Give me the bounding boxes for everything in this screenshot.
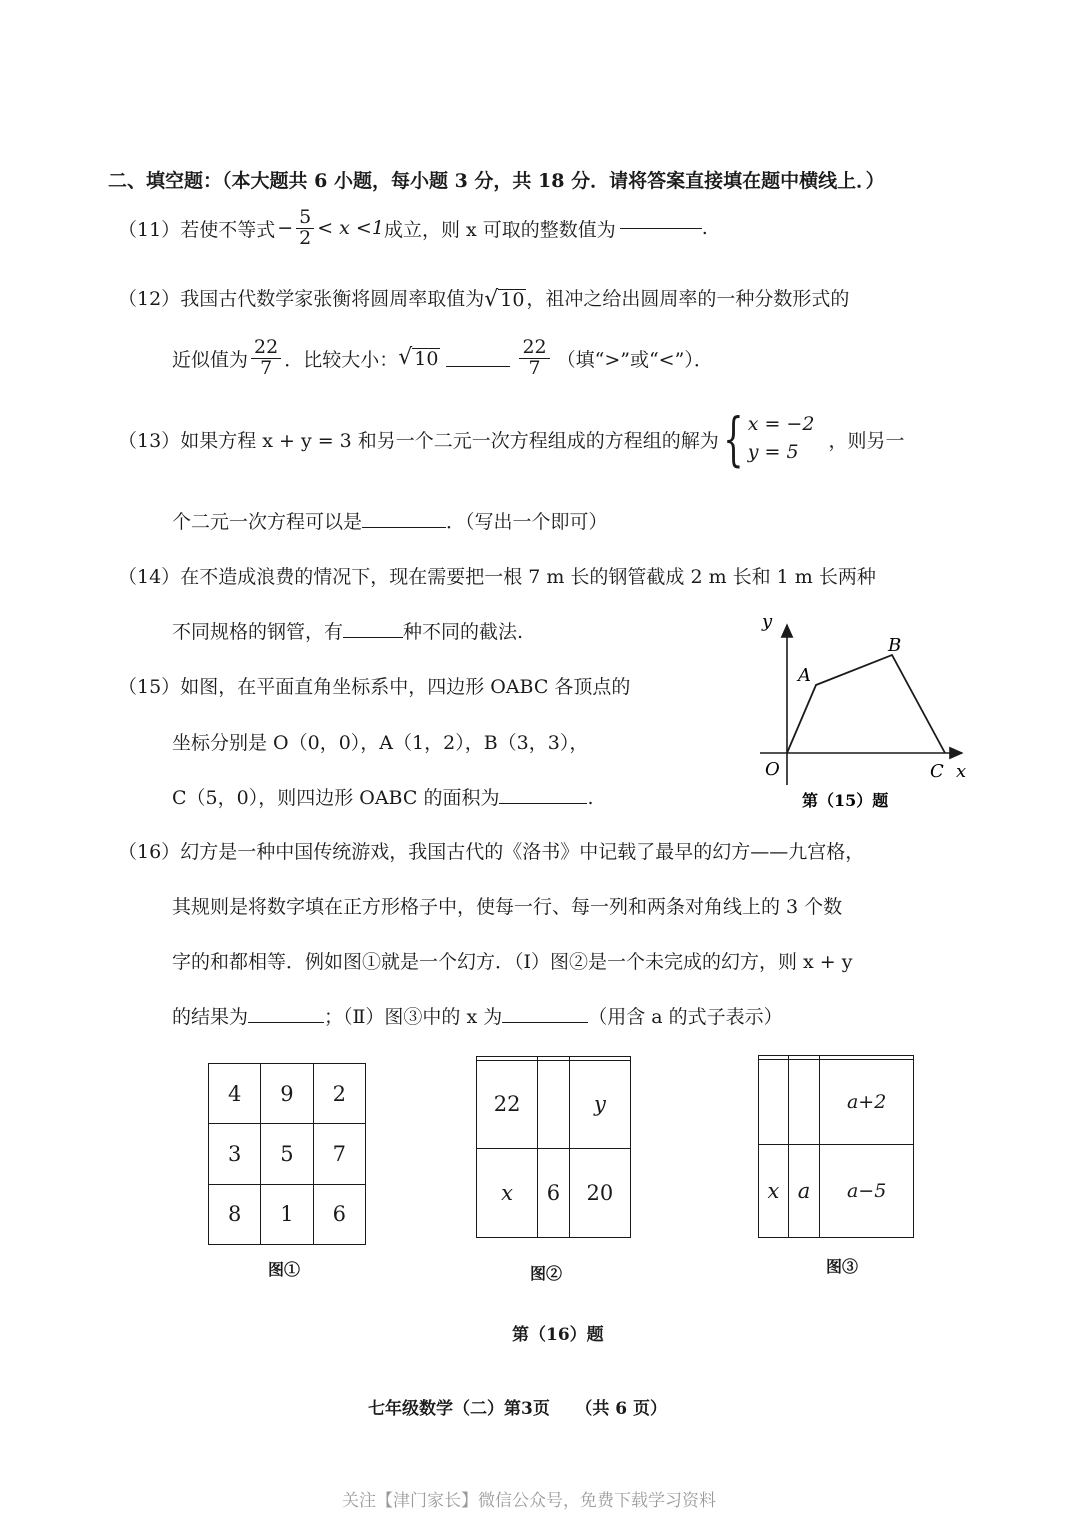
point-b-label: B <box>888 635 902 656</box>
q13-text-b: ，则另一 <box>828 429 905 452</box>
question-12-line1 <box>118 284 849 311</box>
grid1-cell: 3 <box>209 1124 261 1184</box>
q16-text-a: 幻方是一种中国传统游戏，我国古代的《洛书》中记载了最早的幻方——九宫格， <box>180 841 865 863</box>
figure-3-caption: 图③ <box>826 1257 859 1276</box>
grid3-cell <box>788 1059 819 1144</box>
grid2-cell: 22 <box>477 1060 538 1149</box>
grid3-cell: a−5 <box>820 1145 914 1238</box>
q12-sqrt-2: √ 10 <box>398 345 439 371</box>
question-13-line2 <box>172 507 608 534</box>
q12-sqrt-value-2: 10 <box>414 347 439 370</box>
grid1-cell: 5 <box>261 1124 313 1184</box>
q16-number: （16） <box>118 841 181 863</box>
question-14-line1 <box>118 562 876 589</box>
q14-number: （14） <box>118 566 181 588</box>
watermark-text: 关注【津门家长】微信公众号，免费下载学习资料 <box>342 1491 716 1511</box>
q12-text-e: （填“>”或“<”）． <box>556 348 713 371</box>
question-16-line3 <box>172 947 853 974</box>
grid3-cell: a+2 <box>820 1059 914 1144</box>
q11-frac-den: 2 <box>299 226 312 249</box>
question-15-line1 <box>118 672 630 699</box>
q12-frac-den-2: 7 <box>528 356 541 379</box>
q13-system <box>748 411 815 466</box>
q13-sys-eq2: y = 5 <box>747 441 799 463</box>
y-axis-label: y <box>762 611 773 632</box>
magic-square-figure-2 <box>476 1056 631 1238</box>
q11-answer-blank[interactable] <box>620 228 702 229</box>
q11-frac-num: 5 <box>296 208 314 229</box>
q12-text-a: 我国古代数学家张衡将圆周率取值为 <box>180 288 485 310</box>
q12-fraction-a <box>251 338 281 379</box>
q12-text-c: 近似值为 <box>172 348 249 371</box>
q12-number: （12） <box>118 288 181 310</box>
q14-answer-blank[interactable] <box>343 637 403 638</box>
grid1-cell: 9 <box>261 1064 313 1124</box>
question-16-line2 <box>172 892 842 919</box>
grid2-cell: y <box>569 1060 630 1149</box>
q16-caption: 第（16）题 <box>512 1325 604 1345</box>
q16-answer-blank-2[interactable] <box>502 1022 588 1023</box>
point-a-label: A <box>798 665 811 686</box>
q12-answer-blank[interactable] <box>446 366 510 367</box>
point-o-label: O <box>765 759 780 780</box>
q16-text-d: 的结果为 <box>172 1006 249 1028</box>
q13-text-c: 个二元一次方程可以是 <box>172 511 363 533</box>
section-header: 二、填空题：（本大题共 6 小题，每小题 3 分，共 18 分．请将答案直接填在题中横线上．） <box>108 170 885 192</box>
question-13-line1 <box>118 405 905 473</box>
q12-text-d: ．比较大小： <box>284 348 399 371</box>
q13-sys-eq1: x = −2 <box>747 413 815 436</box>
q12-sqrt: √ 10 <box>484 287 525 312</box>
q16-text-c: 字的和都相等．例如图①就是一个幻方．（Ⅰ）图②是一个未完成的幻方，则 x + y <box>172 951 853 973</box>
q15-text-c: C（5，0），则四边形 OABC 的面积为 <box>172 787 500 809</box>
page-footer: 七年级数学（二）第3页 （共 6 页） <box>368 1399 667 1419</box>
q12-frac-num-2: 22 <box>519 338 549 359</box>
q15-text-b: 坐标分别是 O（0，0），A（1，2），B（3，3）， <box>172 732 589 754</box>
q16-text-e: ；（Ⅱ）图③中的 x 为 <box>324 1006 503 1028</box>
q12-sqrt-value: 10 <box>500 289 525 312</box>
question-14-line2 <box>172 617 523 644</box>
q12-text-b: ，祖冲之给出圆周率的一种分数形式的 <box>526 288 850 310</box>
q11-minus: − <box>277 217 294 240</box>
q11-number: （11） <box>118 218 181 241</box>
q16-answer-blank-1[interactable] <box>248 1022 324 1023</box>
grid3-cell: x <box>759 1145 789 1238</box>
grid1-cell: 2 <box>313 1064 365 1124</box>
magic-square-figure-3 <box>758 1055 914 1238</box>
figure-1-caption: 图① <box>268 1260 301 1279</box>
grid1-cell: 6 <box>313 1184 365 1244</box>
q13-text-a: 如果方程 x + y = 3 和另一个二元一次方程组成的方程组的解为 <box>180 429 719 452</box>
grid3-cell: a <box>788 1145 819 1238</box>
grid1-cell: 8 <box>209 1184 261 1244</box>
q15-text-a: 如图，在平面直角坐标系中，四边形 OABC 各顶点的 <box>180 676 631 698</box>
q11-fraction <box>296 208 314 249</box>
question-15-line3 <box>172 783 594 810</box>
x-axis-label: x <box>956 761 967 782</box>
q11-text-post: 成立，则 x 可取的整数值为 <box>383 218 616 241</box>
question-16-line1 <box>118 837 864 864</box>
q13-answer-blank[interactable] <box>362 527 446 528</box>
question-11 <box>118 208 708 249</box>
grid3-cell <box>759 1059 789 1144</box>
grid1-cell: 1 <box>261 1184 313 1244</box>
q15-figure-caption: 第（15）题 <box>802 791 889 810</box>
q15-answer-blank[interactable] <box>499 803 587 804</box>
q15-coordinate-figure <box>750 605 980 815</box>
q11-end: . <box>701 217 708 240</box>
q11-inequality: < x <1 <box>317 217 384 240</box>
grid2-cell: 6 <box>538 1149 570 1238</box>
q12-frac-den: 7 <box>260 356 273 379</box>
magic-square-figure-1 <box>208 1063 366 1245</box>
grid2-cell: x <box>477 1149 538 1238</box>
q13-number: （13） <box>118 429 181 452</box>
q15-text-d: . <box>587 787 594 809</box>
q11-text-pre: 若使不等式 <box>180 218 276 241</box>
grid2-cell: 20 <box>569 1149 630 1238</box>
question-15-line2 <box>172 728 588 755</box>
q14-text-c: 种不同的截法. <box>403 621 524 643</box>
grid1-cell: 4 <box>209 1064 261 1124</box>
point-c-label: C <box>930 761 944 782</box>
figure-2-caption: 图② <box>530 1264 563 1283</box>
grid1-cell: 7 <box>313 1124 365 1184</box>
q12-frac-num: 22 <box>251 338 281 359</box>
q16-text-f: （用含 a 的式子表示） <box>588 1006 783 1028</box>
question-16-line4 <box>172 1002 783 1029</box>
q13-brace: { <box>723 405 744 473</box>
q13-text-d: ．（写出一个即可） <box>446 511 608 533</box>
q16-text-b: 其规则是将数字填在正方形格子中，使每一行、每一列和两条对角线上的 3 个数 <box>172 896 843 918</box>
q15-number: （15） <box>118 676 181 698</box>
question-12-line2 <box>172 338 713 379</box>
grid2-cell <box>538 1060 570 1149</box>
q14-text-a: 在不造成浪费的情况下，现在需要把一根 7 m 长的钢管截成 2 m 长和 1 m 长两种 <box>180 566 876 588</box>
q12-fraction-b <box>519 338 549 379</box>
q14-text-b: 不同规格的钢管，有 <box>172 621 344 643</box>
